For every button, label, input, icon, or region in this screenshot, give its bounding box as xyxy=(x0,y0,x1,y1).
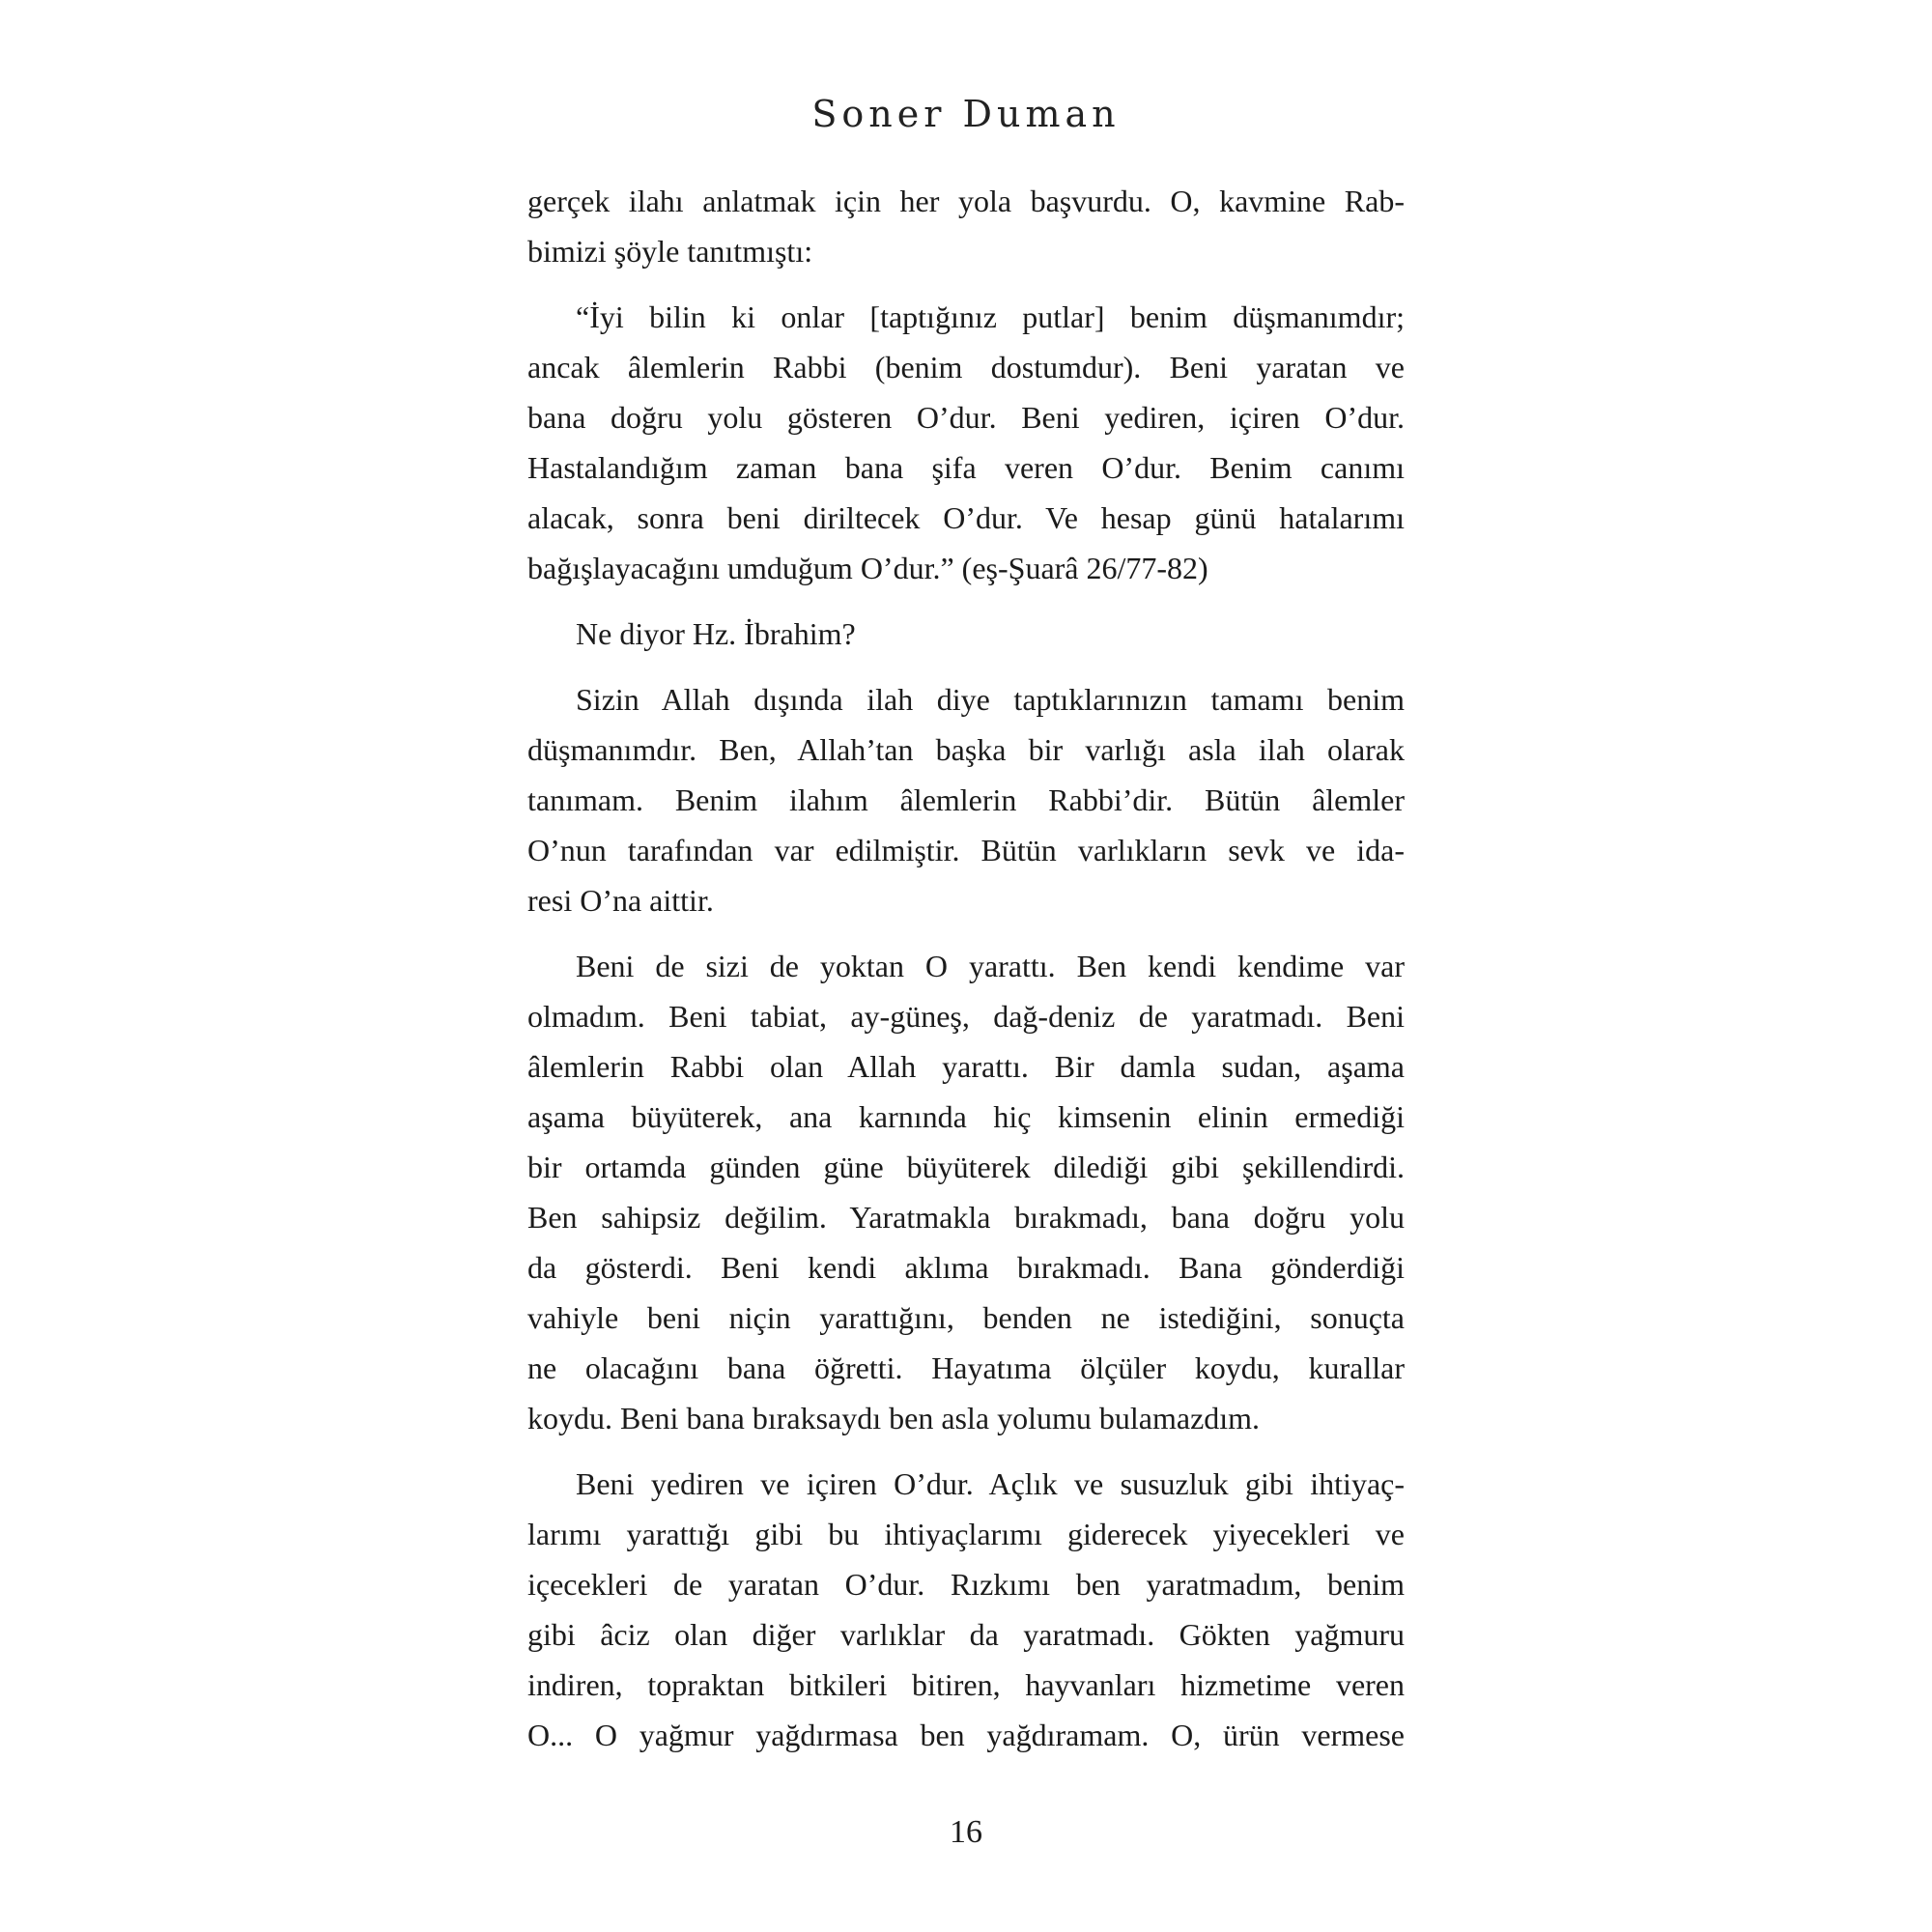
text-line: Sizin Allah dışında ilah diye taptıklarınızın tamamı benim xyxy=(576,682,1405,717)
paragraph xyxy=(527,176,1405,276)
text-line: “İyi bilin ki onlar [taptığınız putlar] benim düşmanımdır; xyxy=(576,299,1405,334)
text-line: O... O yağmur yağdırmasa ben yağdıramam. O, ürün vermese xyxy=(527,1718,1405,1752)
body-text xyxy=(527,176,1405,1760)
paragraph xyxy=(527,609,1405,659)
text-line: bimizi şöyle tanıtmıştı: xyxy=(527,234,813,269)
text-line: bağışlayacağını umduğum O’dur.” (eş-Şuarâ 26/77-82) xyxy=(527,551,1208,585)
text-line: koydu. Beni bana bıraksaydı ben asla yolumu bulamazdım. xyxy=(527,1401,1261,1435)
text-line: âlemlerin Rabbi olan Allah yarattı. Bir damla sudan, aşama xyxy=(527,1049,1405,1084)
text-line: resi O’na aittir. xyxy=(527,883,714,918)
text-line: gerçek ilahı anlatmak için her yola başvurdu. O, kavmine Rab- xyxy=(527,184,1405,218)
text-line: larımı yarattığı gibi bu ihtiyaçlarımı giderecek yiyecekleri ve xyxy=(527,1517,1405,1551)
text-line: içecekleri de yaratan O’dur. Rızkımı ben yaratmadım, benim xyxy=(527,1567,1405,1602)
paragraph xyxy=(527,941,1405,1443)
text-line: olmadım. Beni tabiat, ay-güneş, dağ-deniz de yaratmadı. Beni xyxy=(527,999,1405,1034)
text-line: alacak, sonra beni diriltecek O’dur. Ve hesap günü hatalarımı xyxy=(527,500,1405,535)
text-line: Ne diyor Hz. İbrahim? xyxy=(576,616,856,651)
paragraph xyxy=(527,674,1405,925)
text-line: aşama büyüterek, ana karnında hiç kimsenin elinin ermediği xyxy=(527,1099,1405,1134)
text-line: düşmanımdır. Ben, Allah’tan başka bir varlığı asla ilah olarak xyxy=(527,732,1405,767)
text-line: ne olacağını bana öğretti. Hayatıma ölçüler koydu, kurallar xyxy=(527,1350,1405,1385)
paragraph xyxy=(527,292,1405,593)
text-line: vahiyle beni niçin yarattığını, benden ne istediğini, sonuçta xyxy=(527,1300,1405,1335)
running-header: Soner Duman xyxy=(811,93,1121,135)
text-line: Beni yediren ve içiren O’dur. Açlık ve susuzluk gibi ihtiyaç- xyxy=(576,1466,1405,1501)
text-line: Hastalandığım zaman bana şifa veren O’dur. Benim canımı xyxy=(527,450,1405,485)
text-line: gibi âciz olan diğer varlıklar da yaratmadı. Gökten yağmuru xyxy=(527,1617,1405,1652)
paragraph xyxy=(527,1459,1405,1760)
text-line: indiren, topraktan bitkileri bitiren, hayvanları hizmetime veren xyxy=(527,1667,1405,1702)
text-line: ancak âlemlerin Rabbi (benim dostumdur). Beni yaratan ve xyxy=(527,350,1405,384)
text-line: Beni de sizi de yoktan O yarattı. Ben kendi kendime var xyxy=(576,949,1405,983)
text-line: O’nun tarafından var edilmiştir. Bütün varlıkların sevk ve ida- xyxy=(527,833,1405,867)
page-number: 16 xyxy=(950,1814,982,1850)
text-line: tanımam. Benim ilahım âlemlerin Rabbi’dir. Bütün âlemler xyxy=(527,782,1405,817)
text-line: da gösterdi. Beni kendi aklıma bırakmadı. Bana gönderdiği xyxy=(527,1250,1405,1285)
text-line: Ben sahipsiz değilim. Yaratmakla bırakmadı, bana doğru yolu xyxy=(527,1200,1405,1235)
text-line: bana doğru yolu gösteren O’dur. Beni yediren, içiren O’dur. xyxy=(527,400,1405,435)
text-line: bir ortamda günden güne büyüterek dilediği gibi şekillendirdi. xyxy=(527,1150,1405,1184)
